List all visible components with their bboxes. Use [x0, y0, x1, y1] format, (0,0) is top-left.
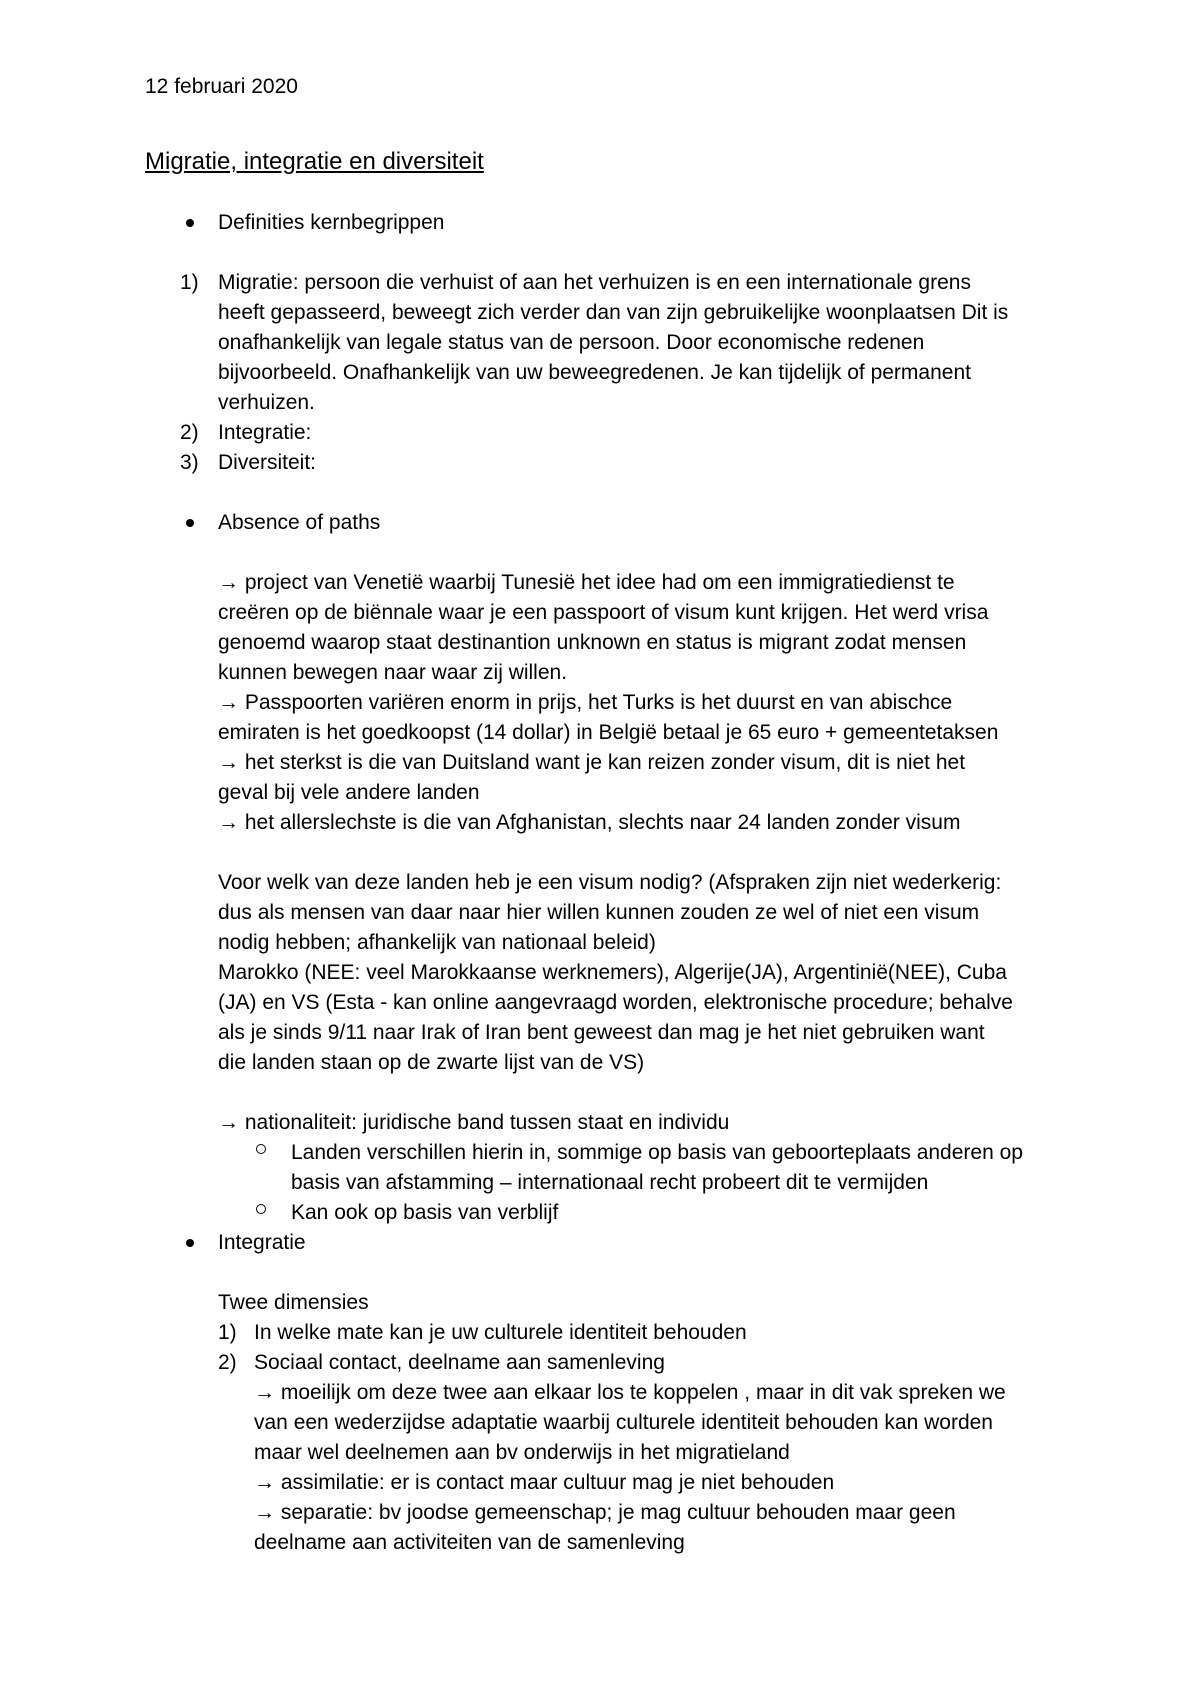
list-number: 3): [180, 451, 199, 474]
document-date: 12 februari 2020: [145, 75, 298, 98]
arrow-right-icon: →: [218, 751, 239, 774]
list-number: 2): [180, 421, 199, 444]
section-heading-absence-of-paths: Absence of paths: [218, 511, 381, 534]
list-item-text: verhuizen.: [218, 391, 315, 414]
list-item-text: onafhankelijk van legale status van de persoon. Door economische redenen: [218, 331, 925, 354]
arrow-line: → project van Venetië waarbij Tunesië het idee had om een immigratiedienst te: [218, 571, 955, 594]
document-title: Migratie, integratie en diversiteit: [145, 148, 484, 175]
section-heading-definities: Definities kernbegrippen: [218, 211, 445, 234]
list-item-text: bijvoorbeeld. Onafhankelijk van uw beweegredenen. Je kan tijdelijk of permanent: [218, 361, 971, 384]
sub-list-item: Kan ook op basis van verblijf: [291, 1201, 559, 1224]
arrow-line: → het sterkst is die van Duitsland want je kan reizen zonder visum, dit is niet het: [218, 751, 966, 774]
paragraph-line: kunnen bewegen naar waar zij willen.: [218, 661, 568, 684]
paragraph-line: maar wel deelnemen aan bv onderwijs in het migratieland: [254, 1441, 790, 1464]
arrow-line: → assimilatie: er is contact maar cultuur mag je niet behouden: [254, 1471, 835, 1494]
bullet-dot-icon: [186, 519, 194, 527]
list-number: 2): [218, 1351, 237, 1374]
paragraph-line: als je sinds 9/11 naar Irak of Iran bent geweest dan mag je het niet gebruiken want: [218, 1021, 985, 1044]
paragraph-line: Marokko (NEE: veel Marokkaanse werknemers), Algerije(JA), Argentinië(NEE), Cuba: [218, 961, 1007, 984]
sub-list-item: Landen verschillen hierin in, sommige op basis van geboorteplaats anderen op: [291, 1141, 1023, 1164]
circle-bullet-icon: [256, 1204, 266, 1214]
arrow-right-icon: →: [218, 571, 239, 594]
paragraph-line: van een wederzijdse adaptatie waarbij culturele identiteit behouden kan worden: [254, 1411, 993, 1434]
list-item-text: Migratie: persoon die verhuist of aan het verhuizen is en een internationale grens: [218, 271, 971, 294]
list-item-text: heeft gepasseerd, beweegt zich verder dan van zijn gebruikelijke woonplaatsen Dit is: [218, 301, 1009, 324]
paragraph-line: (JA) en VS (Esta - kan online aangevraagd worden, elektronische procedure; behalve: [218, 991, 1013, 1014]
arrow-right-icon: →: [218, 691, 239, 714]
arrow-right-icon: →: [218, 1111, 239, 1134]
paragraph-line: genoemd waarop staat destinantion unknown en status is migrant zodat mensen: [218, 631, 967, 654]
list-item-text: Diversiteit:: [218, 451, 317, 474]
arrow-line: → het allerslechste is die van Afghanistan, slechts naar 24 landen zonder visum: [218, 811, 961, 834]
section-heading-integratie: Integratie: [218, 1231, 306, 1254]
sub-list-item: basis van afstamming – internationaal recht probeert dit te vermijden: [291, 1171, 929, 1194]
list-number: 1): [218, 1321, 237, 1344]
paragraph-line: Twee dimensies: [218, 1291, 369, 1314]
list-item-text: In welke mate kan je uw culturele identiteit behouden: [254, 1321, 747, 1344]
arrow-right-icon: →: [218, 811, 239, 834]
arrow-line: → nationaliteit: juridische band tussen staat en individu: [218, 1111, 730, 1134]
list-number: 1): [180, 271, 199, 294]
list-item-text: Integratie:: [218, 421, 312, 444]
paragraph-line: die landen staan op de zwarte lijst van de VS): [218, 1051, 645, 1074]
arrow-line: → separatie: bv joodse gemeenschap; je mag cultuur behouden maar geen: [254, 1501, 956, 1524]
arrow-line: → Passpoorten variëren enorm in prijs, het Turks is het duurst en van abischce: [218, 691, 953, 714]
list-item-text: Sociaal contact, deelname aan samenleving: [254, 1351, 665, 1374]
arrow-right-icon: →: [254, 1501, 275, 1524]
paragraph-line: creëren op de biënnale waar je een passpoort of visum kunt krijgen. Het werd vrisa: [218, 601, 989, 624]
paragraph-line: emiraten is het goedkoopst (14 dollar) in België betaal je 65 euro + gemeentetaksen: [218, 721, 999, 744]
bullet-dot-icon: [186, 1239, 194, 1247]
paragraph-line: Voor welk van deze landen heb je een visum nodig? (Afspraken zijn niet wederkerig:: [218, 871, 1002, 894]
paragraph-line: geval bij vele andere landen: [218, 781, 480, 804]
arrow-right-icon: →: [254, 1381, 275, 1404]
paragraph-line: dus als mensen van daar naar hier willen kunnen zouden ze wel of niet een visum: [218, 901, 980, 924]
paragraph-line: deelname aan activiteiten van de samenleving: [254, 1531, 685, 1554]
bullet-dot-icon: [186, 219, 194, 227]
arrow-right-icon: →: [254, 1471, 275, 1494]
circle-bullet-icon: [256, 1144, 266, 1154]
arrow-line: → moeilijk om deze twee aan elkaar los te koppelen , maar in dit vak spreken we: [254, 1381, 1006, 1404]
paragraph-line: nodig hebben; afhankelijk van nationaal beleid): [218, 931, 656, 954]
